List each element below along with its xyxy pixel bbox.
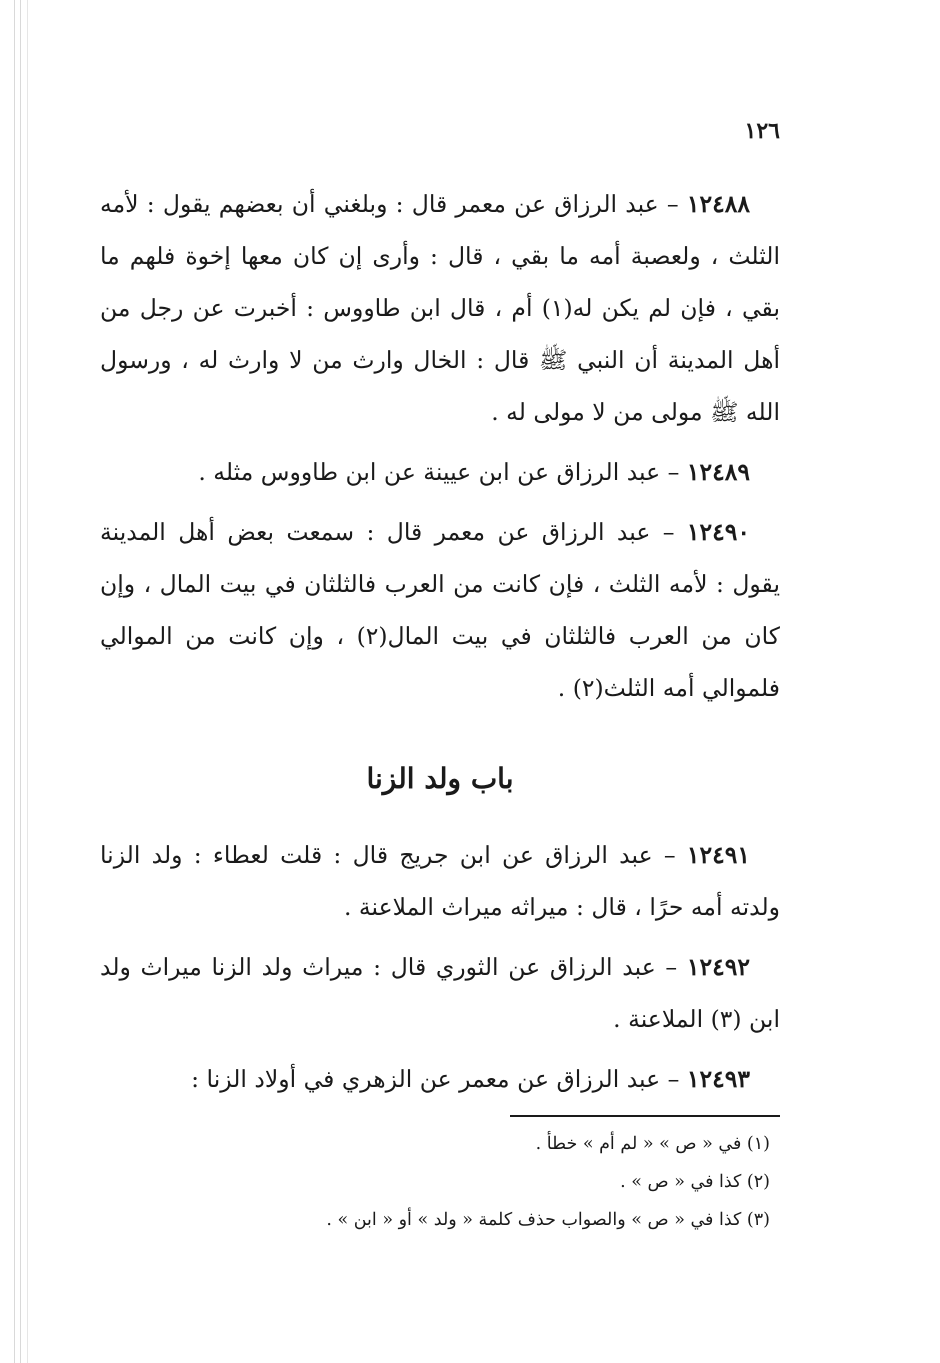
entry-text: – عبد الرزاق عن معمر قال : سمعت بعض أهل المدينة يقول : لأمه الثلث ، فإن كانت من العرب فالثلثان في بيت المال ، وإن كان من العرب فالثلثان في بيت المال(٢) ، وإن كانت من الموالي فلموالي أمه الثلث(٢) .: [100, 518, 780, 702]
hadith-entry: [100, 941, 780, 1045]
hadith-entry: [100, 446, 780, 498]
document-page: [100, 118, 780, 1239]
entry-text: – عبد الرزاق عن الثوري قال : ميراث ولد الزنا ميراث ولد ابن (٣) الملاعنة .: [100, 953, 780, 1033]
entry-text: – عبد الرزاق عن معمر قال : وبلغني أن بعضهم يقول : لأمه الثلث ، ولعصبة أمه ما بقي ، قال : وأرى إن كان معها إخوة فلهم ما بقي ، فإن لم يكن له(١) أم ، قال ابن طاووس : أخبرت عن رجل من أهل المدينة أن النبي ﷺ قال : الخال وارث من لا وارث له ، ورسول الله ﷺ مولى من لا مولى له .: [100, 190, 780, 426]
footnote: (٣) كذا في « ص » والصواب حذف كلمة « ولد » أو « ابن » .: [326, 1210, 770, 1230]
page-number: ١٢٦: [744, 118, 780, 144]
footnote: (١) في « ص » « لم أم » خطأ .: [535, 1134, 770, 1154]
hadith-entry: [100, 1053, 780, 1105]
entry-number: ١٢٤٩٣: [686, 1065, 750, 1093]
hadith-entry: [100, 178, 780, 438]
hadith-entry: [100, 506, 780, 714]
entry-number: ١٢٤٨٩: [686, 458, 750, 486]
entry-number: ١٢٤٨٨: [686, 190, 750, 218]
page-edge-line: [20, 0, 21, 1363]
entry-number: ١٢٤٩١: [686, 841, 750, 869]
page-edge-line: [14, 0, 15, 1363]
entry-text: – عبد الرزاق عن ابن عيينة عن ابن طاووس مثله .: [198, 458, 680, 486]
entry-number: ١٢٤٩٠: [686, 518, 750, 546]
entry-text: – عبد الرزاق عن ابن جريج قال : قلت لعطاء : ولد الزنا ولدته أمه حرًا ، قال : ميراثه ميراث الملاعنة .: [100, 841, 780, 921]
page-edge-line: [27, 0, 28, 1363]
footnote-separator: [510, 1115, 780, 1117]
chapter-title: باب ولد الزنا: [366, 762, 514, 795]
entry-number: ١٢٤٩٢: [686, 953, 750, 981]
footnote: (٢) كذا في « ص » .: [620, 1172, 770, 1192]
entry-text: – عبد الرزاق عن معمر عن الزهري في أولاد الزنا :: [191, 1065, 680, 1093]
footnotes: [100, 1125, 780, 1239]
hadith-entry: [100, 829, 780, 933]
